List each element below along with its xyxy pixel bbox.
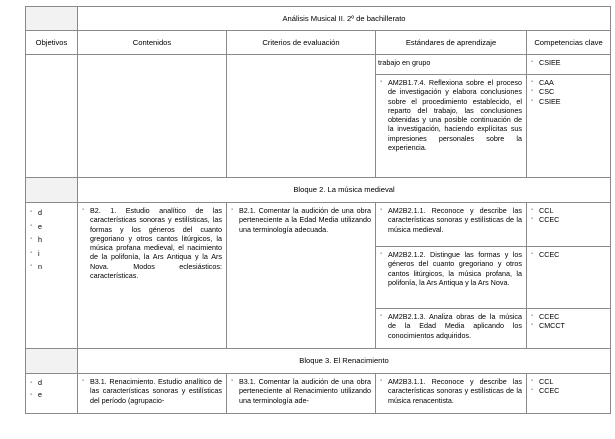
curriculum-table [25,6,611,414]
standard-item: ▪ AM2B2.1.1. Reconoce y describe las características sonoras y estilísticas de la música medieval. [380,206,522,234]
bullet-icon: ▪ [30,263,33,269]
standard-cell [376,203,527,247]
bullet-icon: ▪ [231,378,234,384]
competencia-item: ▪ CCEC [531,215,560,225]
objetivo-item: ▪ h [28,233,75,247]
bullet-icon: ▪ [531,313,534,319]
bullet-icon: ▪ [380,378,383,384]
competencias-cell [527,309,611,349]
header-objetivos: Objetivos [26,31,78,55]
header-criterios: Criterios de evaluación [227,31,376,55]
bullet-icon: ▪ [380,313,383,319]
standard-item: ▪ AM2B3.1.1. Reconoce y describe las características sonoras y estilísticas de la música renacentista. [380,377,522,405]
bullet-icon: ▪ [531,97,534,104]
standard-cell [376,75,527,178]
competencia-item: ▪ CSIEE [531,96,561,106]
standard-continuation-text: trabajo en grupo [378,58,431,67]
header-contenidos: Contenidos [78,31,227,55]
empty-criterios-cell [227,55,376,178]
objetivo-item: ▪ n [28,260,75,274]
competencia-item: ▪ CCL [531,206,554,215]
competencias-cell [527,247,611,309]
bullet-icon: ▪ [30,380,33,386]
competencia-item: ▪ CSIEE [531,58,561,67]
objetivo-item: ▪ e [28,220,75,234]
competencia-item: ▪ CAA [531,78,554,87]
contenido-cell [78,374,227,414]
bullet-icon: ▪ [30,236,33,242]
block-spacer-cell [26,178,78,203]
header-competencias: Competencias clave [527,31,611,55]
objetivo-item: ▪ d [28,206,75,220]
bullet-icon: ▪ [380,251,383,257]
bullet-icon: ▪ [531,322,534,329]
competencias-cell [527,203,611,247]
bullet-icon: ▪ [531,387,534,394]
competencia-item: ▪ CCEC [531,250,560,259]
standard-cell [376,55,527,75]
bullet-icon: ▪ [531,88,534,95]
standard-cell [376,309,527,349]
objetivos-cell [26,203,78,349]
bullet-icon: ▪ [82,378,85,384]
competencias-cell [527,374,611,414]
standard-item: ▪ AM2B2.1.3. Analiza obras de la música de la Edad Media aplicando los conocimientos adquiridos. [380,312,522,340]
bullet-icon: ▪ [30,209,33,215]
bullet-icon: ▪ [82,207,85,213]
competencia-item: ▪ CCEC [531,386,560,396]
empty-contenidos-cell [78,55,227,178]
criterio-item: ▪ B2.1. Comentar la audición de una obra perteneciente a la Edad Media utilizando una terminología adecuada. [231,206,371,234]
bullet-icon: ▪ [30,249,33,256]
standard-item: ▪ AM2B1.7.4. Reflexiona sobre el proceso de investigación y elabora conclusiones sobre el procedimiento establecido, el reparto del trabajo, las conclusiones obtenidas y una posible continuación de la investigación, haciendo explícitas sus impresiones personales sobre la experiencia. [380,78,522,153]
contenido-cell [78,203,227,349]
bullet-icon: ▪ [531,378,534,384]
title-spacer-cell [26,7,78,31]
competencias-cell [527,55,611,75]
bullet-icon: ▪ [380,207,383,213]
criterio-cell [227,203,376,349]
bloque2-title: Bloque 2. La música medieval [78,178,611,203]
contenido-item: ▪ B2. 1. Estudio analítico de las características sonoras y estilísticas, las formas y los géneros del cuanto gregoriano y otros cantos litúrgicos, la música profana medieval, el nacimiento de la polifonía, la Ars Antiqua y la Ars Nova. Modos eclesiásticos: características. [82,206,222,281]
bullet-icon: ▪ [531,216,534,223]
criterio-item: ▪ B3.1. Comentar la audición de una obra perteneciente al Renacimiento utilizando una terminología ade- [231,377,371,405]
objetivo-item: ▪ e [30,390,42,399]
competencia-item: ▪ CCEC [531,312,560,321]
bullet-icon: ▪ [531,79,534,85]
competencia-item: ▪ CSC [531,87,555,97]
bloque3-title: Bloque 3. El Renacimiento [78,349,611,374]
contenido-item: ▪ B3.1. Renacimiento. Estudio analítico de las características sonoras y estilísticas del período (agrupacio- [82,377,222,405]
objetivos-cell [26,374,78,414]
bullet-icon: ▪ [531,207,534,213]
curriculum-page [25,6,610,414]
objetivo-item: ▪ d [30,378,42,387]
bullet-icon: ▪ [30,222,33,229]
bullet-icon: ▪ [531,59,534,65]
bullet-icon: ▪ [531,251,534,257]
standard-cell [376,374,527,414]
bullet-icon: ▪ [231,207,234,213]
bullet-icon: ▪ [30,392,33,398]
standard-cell [376,247,527,309]
header-estandares: Estándares de aprendizaje [376,31,527,55]
bullet-icon: ▪ [380,79,383,85]
empty-objetivos-cell [26,55,78,178]
objetivo-item: ▪ i [28,247,75,261]
competencia-item: ▪ CMCCT [531,321,565,331]
competencias-cell [527,75,611,178]
standard-item: ▪ AM2B2.1.2. Distingue las formas y los géneros del cuanto gregoriano y otros cantos litúrgicos, la música profana, la polifonía, la Ars Antiqua y la Ars Nova. [380,250,522,287]
competencia-item: ▪ CCL [531,377,554,386]
block-spacer-cell [26,349,78,374]
criterio-cell [227,374,376,414]
table-title: Análisis Musical II. 2º de bachillerato [78,7,611,31]
